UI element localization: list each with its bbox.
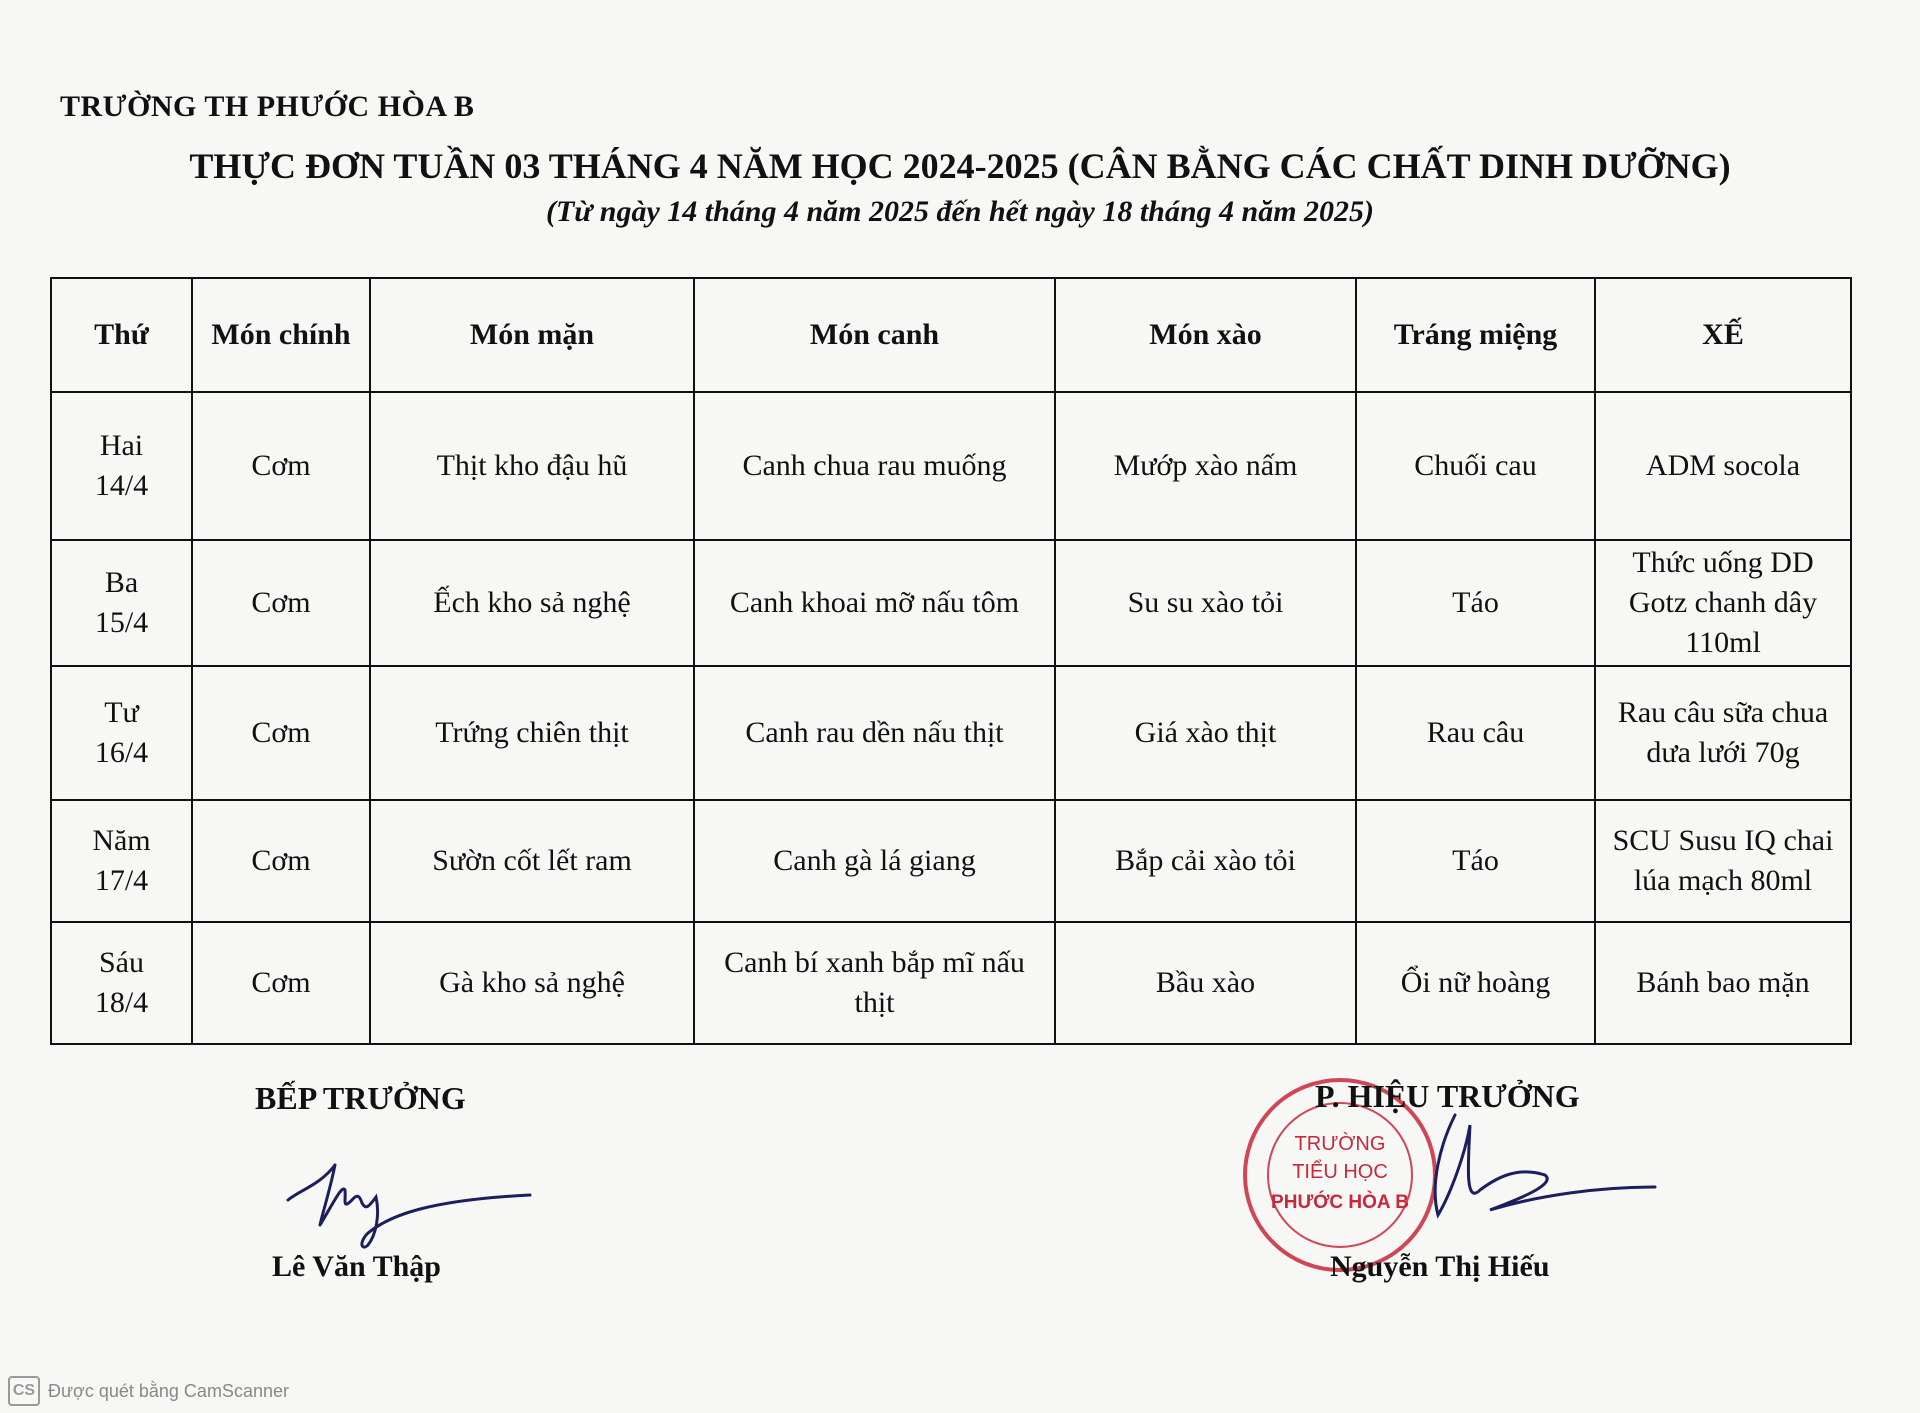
- day-date: 18/4: [94, 986, 149, 1019]
- main-dish-cell: Cơm: [192, 922, 370, 1044]
- soup-cell: Canh bí xanh bắp mĩ nấu thịt: [694, 922, 1055, 1044]
- table-row: [51, 922, 1851, 1044]
- head-chef-title: BẾP TRƯỞNG: [255, 1080, 466, 1116]
- day-name: Ba: [104, 566, 139, 599]
- snack-cell: Bánh bao mặn: [1595, 922, 1851, 1044]
- snack-cell: Thức uống DD Gotz chanh dây 110ml: [1595, 540, 1851, 666]
- main-dish-cell: Cơm: [192, 540, 370, 666]
- stamp-line2: TIỂU HỌC: [1292, 1161, 1388, 1183]
- vice-principal-signature: [1370, 1095, 1660, 1255]
- stirfry-cell: Su su xào tỏi: [1055, 540, 1356, 666]
- day-cell: [51, 800, 192, 922]
- dessert-cell: Chuối cau: [1356, 392, 1595, 540]
- school-name: TRƯỜNG TH PHƯỚC HÒA B: [60, 90, 475, 123]
- column-header: Món canh: [694, 278, 1055, 392]
- column-header: Món xào: [1055, 278, 1356, 392]
- stirfry-cell: Giá xào thịt: [1055, 666, 1356, 800]
- soup-cell: Canh chua rau muống: [694, 392, 1055, 540]
- day-cell: [51, 540, 192, 666]
- stamp-line3: PHƯỚC HÒA B: [1271, 1192, 1409, 1213]
- column-header: XẾ: [1595, 278, 1851, 392]
- day-name: Sáu: [99, 946, 144, 979]
- day-date: 17/4: [94, 864, 149, 897]
- day-name: Tư: [104, 696, 139, 729]
- dessert-cell: Táo: [1356, 800, 1595, 922]
- day-name: Năm: [92, 824, 151, 857]
- column-header: Thứ: [51, 278, 192, 392]
- salty-dish-cell: Gà kho sả nghệ: [370, 922, 694, 1044]
- dessert-cell: Ổi nữ hoàng: [1356, 922, 1595, 1044]
- camscanner-logo-icon: CS: [8, 1376, 40, 1406]
- salty-dish-cell: Sườn cốt lết ram: [370, 800, 694, 922]
- stamp-line1: TRƯỜNG: [1294, 1133, 1386, 1155]
- salty-dish-cell: Ếch kho sả nghệ: [370, 540, 694, 666]
- dessert-cell: Rau câu: [1356, 666, 1595, 800]
- scanner-watermark: [8, 1376, 289, 1406]
- weekly-menu-table: [50, 277, 1852, 1045]
- main-dish-cell: Cơm: [192, 392, 370, 540]
- column-header: Tráng miệng: [1356, 278, 1595, 392]
- snack-cell: Rau câu sữa chua dưa lưới 70g: [1595, 666, 1851, 800]
- soup-cell: Canh gà lá giang: [694, 800, 1055, 922]
- day-cell: [51, 922, 192, 1044]
- table-row: [51, 540, 1851, 666]
- head-chef-signature: [280, 1145, 540, 1255]
- stirfry-cell: Bắp cải xào tỏi: [1055, 800, 1356, 922]
- head-chef-name: Lê Văn Thập: [272, 1250, 441, 1283]
- scanner-watermark-text: Được quét bằng CamScanner: [48, 1380, 289, 1401]
- salty-dish-cell: Trứng chiên thịt: [370, 666, 694, 800]
- stirfry-cell: Bầu xào: [1055, 922, 1356, 1044]
- column-header: Món chính: [192, 278, 370, 392]
- snack-cell: SCU Susu IQ chai lúa mạch 80ml: [1595, 800, 1851, 922]
- table-header-row: [51, 278, 1851, 392]
- day-date: 15/4: [94, 606, 149, 639]
- day-date: 16/4: [94, 736, 149, 769]
- snack-cell: ADM socola: [1595, 392, 1851, 540]
- table-row: [51, 800, 1851, 922]
- vice-principal-name: Nguyễn Thị Hiếu: [1330, 1250, 1550, 1283]
- table-row: [51, 392, 1851, 540]
- day-cell: [51, 666, 192, 800]
- soup-cell: Canh rau dền nấu thịt: [694, 666, 1055, 800]
- page-title: THỰC ĐƠN TUẦN 03 THÁNG 4 NĂM HỌC 2024-2025 (CÂN BẰNG CÁC CHẤT DINH DƯỠNG): [189, 146, 1731, 186]
- date-range-subtitle: (Từ ngày 14 tháng 4 năm 2025 đến hết ngày 18 tháng 4 năm 2025): [545, 195, 1375, 228]
- stirfry-cell: Mướp xào nấm: [1055, 392, 1356, 540]
- day-name: Hai: [99, 429, 144, 462]
- day-cell: [51, 392, 192, 540]
- column-header: Món mặn: [370, 278, 694, 392]
- vice-principal-title: P. HIỆU TRƯỞNG: [1315, 1078, 1580, 1114]
- main-dish-cell: Cơm: [192, 800, 370, 922]
- day-date: 14/4: [94, 469, 149, 502]
- soup-cell: Canh khoai mỡ nấu tôm: [694, 540, 1055, 666]
- dessert-cell: Táo: [1356, 540, 1595, 666]
- salty-dish-cell: Thịt kho đậu hũ: [370, 392, 694, 540]
- table-row: [51, 666, 1851, 800]
- main-dish-cell: Cơm: [192, 666, 370, 800]
